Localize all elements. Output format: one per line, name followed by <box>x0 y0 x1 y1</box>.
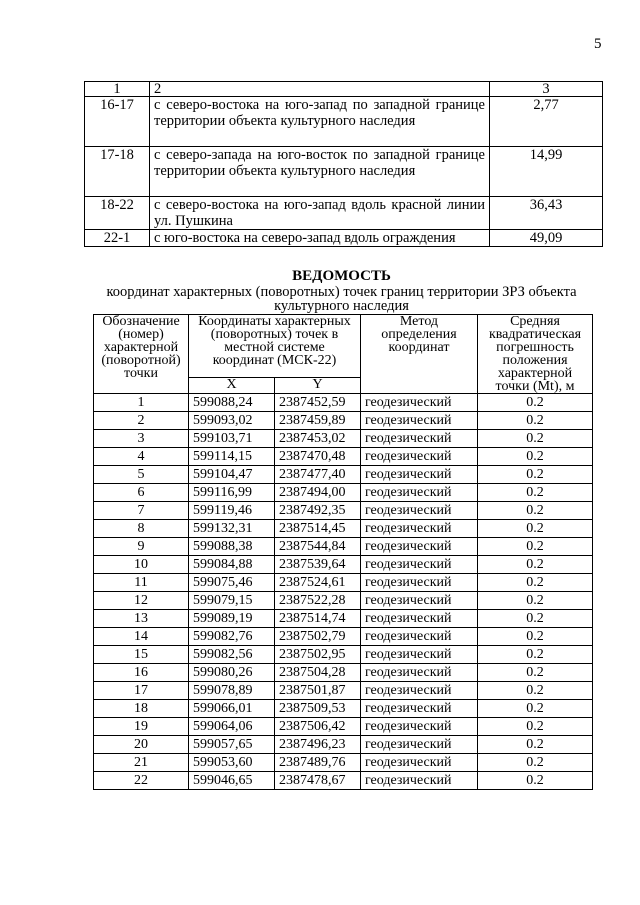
y-coordinate-cell: 2387470,48 <box>275 448 361 466</box>
method-cell: геодезический <box>361 502 478 520</box>
method-cell: геодезический <box>361 718 478 736</box>
method-cell: геодезический <box>361 592 478 610</box>
table-row <box>94 592 593 610</box>
page-number: 5 <box>594 36 602 52</box>
y-coordinate-cell: 2387452,59 <box>275 394 361 412</box>
method-cell: геодезический <box>361 754 478 772</box>
x-coordinate-cell: 599075,46 <box>189 574 275 592</box>
y-coordinate-cell: 2387506,42 <box>275 718 361 736</box>
error-cell: 0.2 <box>478 556 593 574</box>
error-cell: 0.2 <box>478 718 593 736</box>
y-coordinate-cell: 2387478,67 <box>275 772 361 790</box>
method-cell: геодезический <box>361 664 478 682</box>
point-number-cell: 3 <box>94 430 189 448</box>
method-cell: геодезический <box>361 466 478 484</box>
column-number-3: 3 <box>490 82 603 97</box>
table-row <box>94 718 593 736</box>
table-row <box>94 448 593 466</box>
point-number-cell: 17 <box>94 682 189 700</box>
document-subtitle: координат характерных (поворотных) точек границ территории ЗРЗ объекта культурного наследия <box>106 284 577 314</box>
error-cell: 0.2 <box>478 430 593 448</box>
table-row <box>94 538 593 556</box>
x-coordinate-cell: 599064,06 <box>189 718 275 736</box>
error-cell: 0.2 <box>478 484 593 502</box>
method-cell: геодезический <box>361 610 478 628</box>
error-cell: 0.2 <box>478 610 593 628</box>
y-coordinate-cell: 2387492,35 <box>275 502 361 520</box>
table-row <box>94 556 593 574</box>
coordinates-table <box>93 314 593 790</box>
table-row <box>94 736 593 754</box>
table-row <box>94 772 593 790</box>
y-coordinate-cell: 2387502,79 <box>275 628 361 646</box>
segment-cell: 16-17 <box>85 97 150 147</box>
table-row <box>94 754 593 772</box>
y-coordinate-cell: 2387522,28 <box>275 592 361 610</box>
error-cell: 0.2 <box>478 700 593 718</box>
method-cell: геодезический <box>361 700 478 718</box>
x-coordinate-cell: 599080,26 <box>189 664 275 682</box>
segment-cell: 22-1 <box>85 230 150 247</box>
table-row <box>85 147 603 197</box>
segment-cell: 18-22 <box>85 197 150 230</box>
table-row <box>94 394 593 412</box>
method-cell: геодезический <box>361 574 478 592</box>
column-number-2: 2 <box>150 82 490 97</box>
table-row <box>94 682 593 700</box>
table-header-row <box>85 82 603 97</box>
y-coordinate-cell: 2387459,89 <box>275 412 361 430</box>
y-coordinate-cell: 2387489,76 <box>275 754 361 772</box>
y-coordinate-cell: 2387544,84 <box>275 538 361 556</box>
x-coordinate-cell: 599088,24 <box>189 394 275 412</box>
method-cell: геодезический <box>361 394 478 412</box>
table-row <box>94 700 593 718</box>
table-row <box>85 97 603 147</box>
y-coordinate-cell: 2387477,40 <box>275 466 361 484</box>
x-coordinate-cell: 599103,71 <box>189 430 275 448</box>
method-cell: геодезический <box>361 430 478 448</box>
table-row <box>94 610 593 628</box>
method-cell: геодезический <box>361 448 478 466</box>
segment-cell: 17-18 <box>85 147 150 197</box>
point-number-cell: 19 <box>94 718 189 736</box>
error-cell: 0.2 <box>478 502 593 520</box>
x-coordinate-cell: 599093,02 <box>189 412 275 430</box>
point-number-cell: 8 <box>94 520 189 538</box>
column-number-1: 1 <box>85 82 150 97</box>
table-row <box>94 412 593 430</box>
y-coordinate-cell: 2387453,02 <box>275 430 361 448</box>
x-coordinate-cell: 599082,56 <box>189 646 275 664</box>
error-cell: 0.2 <box>478 592 593 610</box>
point-number-cell: 7 <box>94 502 189 520</box>
description-cell: с юго-востока на северо-запад вдоль ограждения <box>150 230 490 247</box>
method-cell: геодезический <box>361 628 478 646</box>
length-cell: 14,99 <box>490 147 603 197</box>
point-number-cell: 10 <box>94 556 189 574</box>
y-coordinate-cell: 2387509,53 <box>275 700 361 718</box>
x-coordinate-cell: 599053,60 <box>189 754 275 772</box>
point-number-cell: 12 <box>94 592 189 610</box>
table-row <box>94 430 593 448</box>
point-number-cell: 5 <box>94 466 189 484</box>
table-row <box>85 197 603 230</box>
method-cell: геодезический <box>361 736 478 754</box>
y-coordinate-cell: 2387514,45 <box>275 520 361 538</box>
point-number-header: Обозначение (номер) характерной (поворотной) точки <box>94 315 189 394</box>
table-row <box>94 646 593 664</box>
table-row <box>94 502 593 520</box>
x-coordinate-cell: 599116,99 <box>189 484 275 502</box>
x-coordinate-cell: 599088,38 <box>189 538 275 556</box>
coordinates-body <box>94 394 593 790</box>
y-coordinate-cell: 2387502,95 <box>275 646 361 664</box>
table-row <box>94 466 593 484</box>
method-cell: геодезический <box>361 646 478 664</box>
x-coordinate-cell: 599089,19 <box>189 610 275 628</box>
table-row <box>94 664 593 682</box>
x-coordinate-cell: 599114,15 <box>189 448 275 466</box>
error-header: Средняя квадратическая погрешность положения характерной точки (Mt), м <box>478 315 593 394</box>
error-cell: 0.2 <box>478 664 593 682</box>
method-cell: геодезический <box>361 682 478 700</box>
length-cell: 49,09 <box>490 230 603 247</box>
method-cell: геодезический <box>361 484 478 502</box>
x-coordinate-cell: 599066,01 <box>189 700 275 718</box>
point-number-cell: 9 <box>94 538 189 556</box>
length-cell: 36,43 <box>490 197 603 230</box>
description-cell: с северо-запада на юго-восток по западной границе территории объекта культурного наследия <box>150 147 490 197</box>
table-row <box>94 520 593 538</box>
x-coordinate-cell: 599082,76 <box>189 628 275 646</box>
error-cell: 0.2 <box>478 448 593 466</box>
y-coordinate-cell: 2387494,00 <box>275 484 361 502</box>
point-number-cell: 14 <box>94 628 189 646</box>
point-number-cell: 16 <box>94 664 189 682</box>
point-number-cell: 18 <box>94 700 189 718</box>
point-number-cell: 11 <box>94 574 189 592</box>
point-number-cell: 20 <box>94 736 189 754</box>
document-title: ВЕДОМОСТЬ <box>292 268 391 284</box>
x-coordinate-cell: 599104,47 <box>189 466 275 484</box>
error-cell: 0.2 <box>478 682 593 700</box>
x-header: X <box>189 377 275 393</box>
error-cell: 0.2 <box>478 394 593 412</box>
description-cell: с северо-востока на юго-запад по западной границе территории объекта культурного наследия <box>150 97 490 147</box>
table-row <box>94 628 593 646</box>
description-cell: с северо-востока на юго-запад вдоль красной линии ул. Пушкина <box>150 197 490 230</box>
point-number-cell: 22 <box>94 772 189 790</box>
point-number-cell: 6 <box>94 484 189 502</box>
point-number-cell: 21 <box>94 754 189 772</box>
x-coordinate-cell: 599057,65 <box>189 736 275 754</box>
x-coordinate-cell: 599132,31 <box>189 520 275 538</box>
error-cell: 0.2 <box>478 772 593 790</box>
error-cell: 0.2 <box>478 538 593 556</box>
method-cell: геодезический <box>361 412 478 430</box>
error-cell: 0.2 <box>478 646 593 664</box>
method-cell: геодезический <box>361 538 478 556</box>
error-cell: 0.2 <box>478 466 593 484</box>
x-coordinate-cell: 599079,15 <box>189 592 275 610</box>
table-row <box>94 574 593 592</box>
coordinates-header-row <box>94 315 593 378</box>
point-number-cell: 2 <box>94 412 189 430</box>
error-cell: 0.2 <box>478 754 593 772</box>
error-cell: 0.2 <box>478 520 593 538</box>
y-coordinate-cell: 2387496,23 <box>275 736 361 754</box>
point-number-cell: 1 <box>94 394 189 412</box>
method-cell: геодезический <box>361 520 478 538</box>
point-number-cell: 15 <box>94 646 189 664</box>
length-cell: 2,77 <box>490 97 603 147</box>
method-header: Метод определения координат <box>361 315 478 394</box>
error-cell: 0.2 <box>478 736 593 754</box>
y-coordinate-cell: 2387524,61 <box>275 574 361 592</box>
boundary-description-table <box>84 81 603 247</box>
x-coordinate-cell: 599046,65 <box>189 772 275 790</box>
x-coordinate-cell: 599119,46 <box>189 502 275 520</box>
error-cell: 0.2 <box>478 412 593 430</box>
y-coordinate-cell: 2387514,74 <box>275 610 361 628</box>
method-cell: геодезический <box>361 556 478 574</box>
y-coordinate-cell: 2387501,87 <box>275 682 361 700</box>
table-row <box>94 484 593 502</box>
y-header: Y <box>275 377 361 393</box>
error-cell: 0.2 <box>478 574 593 592</box>
y-coordinate-cell: 2387539,64 <box>275 556 361 574</box>
table-row <box>85 230 603 247</box>
x-coordinate-cell: 599084,88 <box>189 556 275 574</box>
error-cell: 0.2 <box>478 628 593 646</box>
point-number-cell: 4 <box>94 448 189 466</box>
y-coordinate-cell: 2387504,28 <box>275 664 361 682</box>
x-coordinate-cell: 599078,89 <box>189 682 275 700</box>
method-cell: геодезический <box>361 772 478 790</box>
coordinates-header: Координаты характерных (поворотных) точек в местной системе координат (МСК-22) <box>189 315 361 378</box>
point-number-cell: 13 <box>94 610 189 628</box>
